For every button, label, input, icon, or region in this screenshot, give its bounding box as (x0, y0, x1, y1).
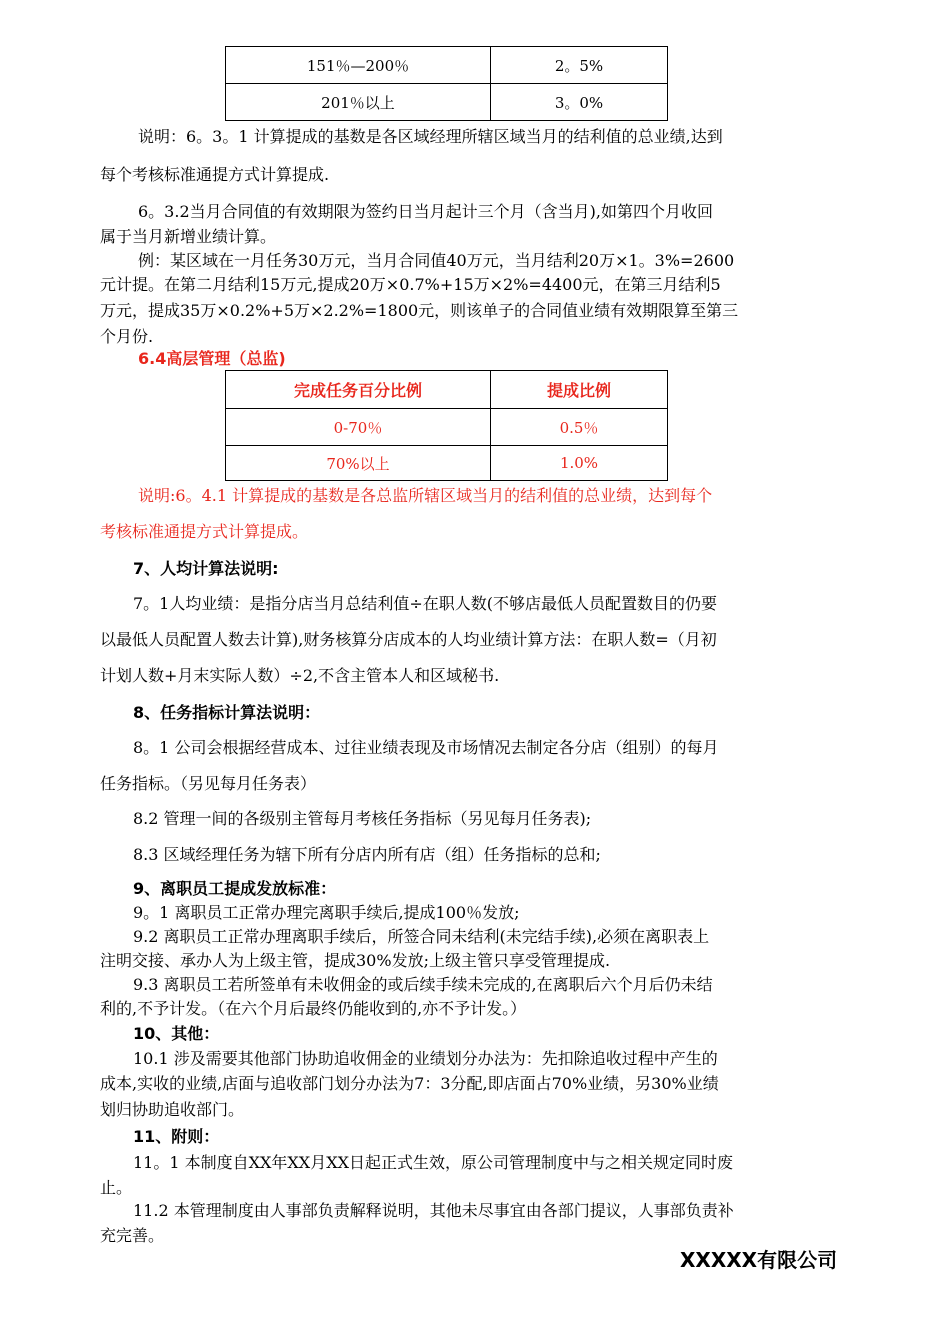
section-10-title: 10、其他： (133, 1024, 220, 1043)
table-cell: 70%以上 (226, 446, 491, 481)
para-9-2-line-1 (133, 924, 893, 950)
text-line: 10.1 涉及需要其他部门协助追收佣金的业绩划分办法为：先扣除追收过程中产生的 (133, 1049, 718, 1068)
text-line: 例：某区域在一月任务30万元，当月合同值40万元，当月结利20万×1。3%=2600 (138, 251, 735, 270)
text-line: 考核标准通提方式计算提成。 (100, 522, 309, 541)
para-7-1-line-1 (133, 591, 893, 617)
para-11-1-line-1 (133, 1150, 893, 1176)
text-line: 8。1 公司会根据经营成本、过往业绩表现及市场情况去制定各分店（组别）的每月 (133, 738, 719, 757)
table-cell: 0-70％ (226, 409, 491, 446)
para-11-2-line-1 (133, 1198, 893, 1224)
text-line: 11.2 本管理制度由人事部负责解释说明，其他未尽事宜由各部门提议，人事部负责补 (133, 1201, 734, 1220)
para-8-2: 8.2 管理一间的各级别主管每月考核任务指标（另见每月任务表); (133, 809, 592, 828)
table-row (226, 409, 668, 446)
para-10-1-line-2 (100, 1071, 860, 1123)
text-line: 7。1人均业绩：是指分店当月总结利值÷在职人数(不够店最低人员配置数目的仍要 (133, 594, 718, 613)
table-cell: 2。5% (491, 47, 668, 84)
note-6-4-1 (138, 483, 898, 509)
text-line: 9.2 离职员工正常办理离职手续后，所签合同未结利(未完结手续),必须在离职表上 (133, 927, 710, 946)
text-line: 划归协助追收部门。 (100, 1100, 245, 1119)
note-6-3-1-cont (100, 162, 860, 188)
table-cell: 151％—200％ (226, 47, 491, 84)
text-line: 止。 (100, 1178, 133, 1197)
para-9-1: 9。1 离职员工正常办理完离职手续后,提成100％发放; (133, 903, 520, 922)
text-line: 属于当月新增业绩计算。 (100, 227, 277, 246)
example-line-1 (138, 248, 898, 274)
text-line: 计划人数+月末实际人数）÷2,不含主管本人和区域秘书. (100, 666, 500, 685)
table-row (226, 446, 668, 481)
note-6-3-1 (138, 124, 858, 150)
table-cell: 201％以上 (226, 84, 491, 121)
para-9-3-line-1 (133, 972, 893, 998)
table-row (226, 84, 668, 121)
table-cell: 0.5％ (491, 409, 668, 446)
para-6-3-2-cont (100, 224, 860, 250)
text-line: 说明：6。3。1 计算提成的基数是各区域经理所辖区域当月的结利值的总业绩,达到 (138, 127, 723, 146)
text-line: 任务指标。（另见每月任务表） (100, 774, 317, 793)
table-row (226, 47, 668, 84)
text-line: 以最低人员配置人数去计算),财务核算分店成本的人均业绩计算方法：在职人数=（月初 (100, 630, 717, 649)
section-7-title: 7、人均计算法说明: (133, 559, 279, 578)
senior-management-rate-table (225, 370, 668, 481)
text-line: 说明:6。4.1 计算提成的基数是各总监所辖区域当月的结利值的总业绩，达到每个 (138, 486, 713, 505)
text-line: 6。3.2当月合同值的有效期限为签约日当月起计三个月（含当月),如第四个月收回 (138, 202, 713, 221)
company-signature: XXXXX有限公司 (680, 1248, 838, 1272)
commission-rate-table-top (225, 46, 668, 121)
section-8-title: 8、任务指标计算法说明： (133, 703, 321, 722)
table-header-row (226, 371, 668, 409)
note-6-4-1-cont (100, 519, 860, 545)
section-9-title: 9、离职员工提成发放标准： (133, 879, 337, 898)
para-8-1-line-2 (100, 771, 860, 797)
para-7-1-line-2 (100, 627, 860, 653)
table-header-cell: 完成任务百分比例 (226, 371, 491, 409)
text-line: 利的,不予计发。（在六个月后最终仍能收到的,亦不予计发。） (100, 999, 527, 1018)
text-line: 9.3 离职员工若所签单有未收佣金的或后续手续未完成的,在离职后六个月后仍未结 (133, 975, 713, 994)
text-line: 注明交接、承办人为上级主管，提成30%发放;上级主管只享受管理提成. (100, 951, 611, 970)
para-9-3-line-2 (100, 996, 860, 1022)
para-7-1-line-3 (100, 663, 860, 689)
text-line: 11。1 本制度自XX年XX月XX日起正式生效，原公司管理制度中与之相关规定同时废 (133, 1153, 733, 1172)
para-9-2-line-2 (100, 948, 860, 974)
table-cell: 3。0% (491, 84, 668, 121)
para-8-3: 8.3 区域经理任务为辖下所有分店内所有店（组）任务指标的总和; (133, 845, 601, 864)
text-line: 万元，提成35万×0.2%+5万×2.2%=1800元，则该单子的合同值业绩有效期限算至第三 (100, 301, 739, 320)
text-line: 每个考核标准通提方式计算提成. (100, 165, 330, 184)
para-6-3-2 (138, 199, 898, 225)
text-line: 充完善。 (100, 1226, 165, 1245)
text-line: 成本,实收的业绩,店面与追收部门划分办法为7：3分配,即店面占70%业绩，另30%业绩 (100, 1074, 719, 1093)
para-8-1-line-1 (133, 735, 893, 761)
text-line: 元计提。在第二月结利15万元,提成20万×0.7%+15万×2%=4400元，在第三月结利5 (100, 275, 721, 294)
section-11-title: 11、附则： (133, 1127, 220, 1146)
table-cell: 1.0% (491, 446, 668, 481)
text-line: 个月份. (100, 327, 154, 346)
example-paragraph (100, 272, 860, 350)
table-header-cell: 提成比例 (491, 371, 668, 409)
section-6-4-title: 6.4高层管理（总监) (138, 349, 286, 368)
para-10-1-line-1 (133, 1046, 893, 1072)
